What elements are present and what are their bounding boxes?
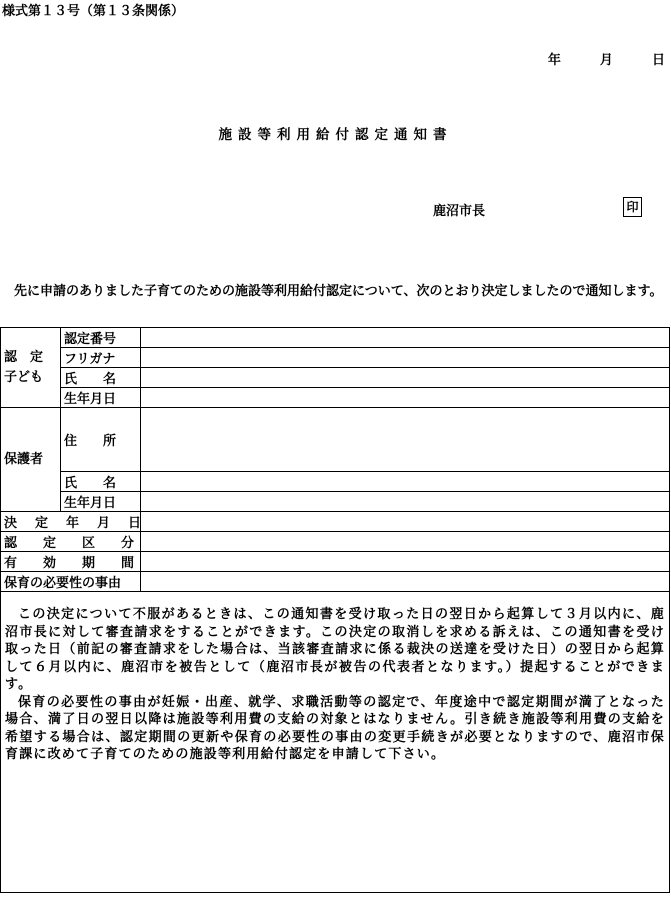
row-label-child-name: 氏 名 [61, 368, 141, 388]
child-name-field[interactable] [141, 368, 670, 388]
form-number-label: 様式第１３号（第１３条関係） [2, 4, 185, 19]
category-field[interactable] [141, 532, 670, 552]
furigana-field[interactable] [141, 348, 670, 368]
row-label-period: 有効期間 [1, 552, 141, 572]
guardian-birthdate-field[interactable] [141, 492, 670, 512]
issuer-mayor: 鹿沼市長 [433, 204, 486, 219]
row-label-cert-number: 認定番号 [61, 328, 141, 348]
intro-text: 先に申請のありました子育てのための施設等利用給付認定について、次のとおり決定しましたので通知します。 [14, 284, 663, 299]
row-label-reason: 保育の必要性の事由 [1, 572, 141, 592]
document-title: 施設等利用給付認定通知書 [218, 127, 453, 143]
reason-field[interactable] [141, 572, 670, 592]
address-field[interactable] [141, 408, 670, 472]
row-label-guardian-birthdate: 生年月日 [61, 492, 141, 512]
row-label-furigana: フリガナ [61, 348, 141, 368]
date-year-label: 年 [547, 53, 561, 68]
row-label-address: 住 所 [61, 408, 141, 472]
guardian-name-field[interactable] [141, 472, 670, 492]
notice-box [1, 592, 670, 893]
child-group-label: 認 定 子ども [1, 328, 61, 408]
date-line [548, 49, 665, 68]
row-label-decision-date: 決定年月日 [1, 512, 141, 532]
certification-table [0, 327, 670, 893]
notice-paragraph-appeal: この決定について不服があるときは、この通知書を受け取った日の翌日から起算して３月以内に、鹿沼市長に対して審査請求をすることができます。この決定の取消しを求める訴えは、この通知書を受け取った日（前記の審査請求をした場合は、当該審査請求に係る裁決の送達を受けた日）の翌日から起算して６月以内に、鹿沼市を被告として（鹿沼市長が被告の代表者となります。）提起することができます。 [5, 607, 665, 692]
period-field[interactable] [141, 552, 670, 572]
seal-box: 印 [623, 197, 642, 217]
decision-date-field[interactable] [141, 512, 670, 532]
notice-paragraph-renewal: 保育の必要性の事由が妊娠・出産、就学、求職活動等の認定で、年度途中で認定期間が満了となった場合、満了日の翌日以降は施設等利用費の支給の対象とはなりません。引き続き施設等利用費の支給を希望する場合は、認定期間の更新や保育の必要性の事由の変更手続きが必要となりますので、鹿沼市保育課に改めて子育てのための施設等利用給付認定を申請して下さい。 [5, 694, 665, 762]
child-birthdate-field[interactable] [141, 388, 670, 408]
date-day-label: 日 [651, 53, 665, 68]
cert-number-field[interactable] [141, 328, 670, 348]
row-label-child-birthdate: 生年月日 [61, 388, 141, 408]
row-label-category: 認定区分 [1, 532, 141, 552]
row-label-guardian-name: 氏 名 [61, 472, 141, 492]
guardian-group-label: 保護者 [1, 408, 61, 512]
date-month-label: 月 [599, 53, 613, 68]
